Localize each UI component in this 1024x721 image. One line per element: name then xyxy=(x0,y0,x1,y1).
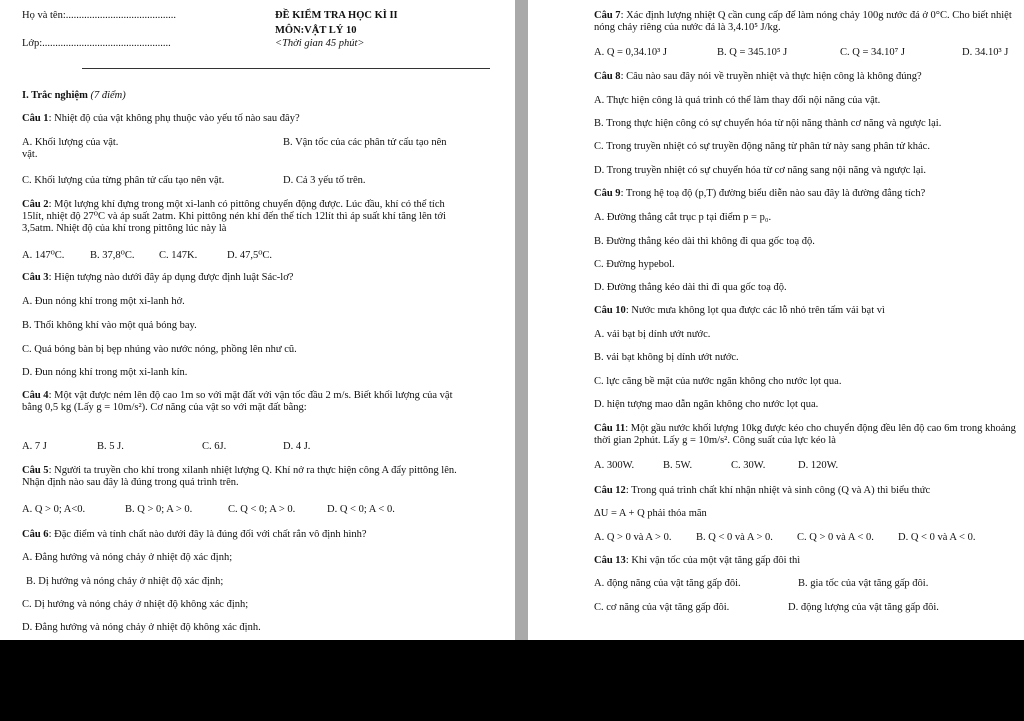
question-2: Câu 2: Một lượng khí đựng trong một xi-lanh có pittông chuyển động được. Lúc đầu, khí có thể tích 15lít, nhiệt độ 27⁰C và áp suất 2atm. Khi pittông nén khí đến thể tích 12lít thì áp suất khí tăng lên tới 3,5atm. Nhiệt độ của khí trong pittông lúc này là xyxy=(22,199,446,234)
question-12: Câu 12: Trong quá trình chất khí nhận nhiệt và sinh công (Q và A) thì biểu thức xyxy=(594,485,931,496)
question-3: Câu 3: Hiện tượng nào dưới đây áp dụng được định luật Sác-lơ? xyxy=(22,272,294,283)
q11-option-a: A. 300W. xyxy=(594,460,635,471)
header-divider xyxy=(82,68,490,69)
exam-title: ĐỀ KIỂM TRA HỌC KÌ II xyxy=(275,10,398,21)
q9-option-a: A. Đường thẳng cắt trục p tại điểm p = p₀. xyxy=(594,212,772,223)
q1-option-d: D. Cả 3 yếu tố trên. xyxy=(283,175,366,186)
q9-option-c: C. Đường hypebol. xyxy=(594,259,675,270)
q10-option-c: C. lực căng bề mặt của nước ngăn không cho nước lọt qua. xyxy=(594,376,842,387)
student-name-label: Họ và tên:.......................................... xyxy=(22,10,176,21)
exam-page-right xyxy=(528,0,1024,640)
q13-option-b: B. gia tốc của vật tăng gấp đôi. xyxy=(798,578,929,589)
q3-option-a: A. Đun nóng khí trong một xi-lanh hở. xyxy=(22,296,185,307)
question-10: Câu 10: Nước mưa không lọt qua được các lỗ nhỏ trên tấm vải bạt vì xyxy=(594,305,885,316)
q11-option-b: B. 5W. xyxy=(663,460,693,471)
q8-option-b: B. Trong thực hiện công có sự chuyển hóa từ nội năng thành cơ năng và ngược lại. xyxy=(594,118,942,129)
q4-option-d: D. 4 J. xyxy=(283,441,311,452)
q12-formula: ΔU = A + Q phải thỏa mãn xyxy=(594,508,707,519)
q11-option-d: D. 120W. xyxy=(798,460,839,471)
q7-option-b: B. Q = 345.10⁵ J xyxy=(717,47,788,58)
page-divider xyxy=(515,0,528,640)
subject-title: MÔN:VẬT LÝ 10 xyxy=(275,25,357,36)
q8-option-d: D. Trong truyền nhiệt có sự chuyển hóa từ cơ năng sang nội năng và ngược lại. xyxy=(594,165,927,176)
q8-option-c: C. Trong truyền nhiệt có sự truyền động năng từ phân tử này sang phân tử khác. xyxy=(594,141,930,152)
question-4: Câu 4: Một vật được ném lên độ cao 1m so với mặt đất với vận tốc đầu 2 m/s. Biết khối lượng của vật bằng 0,5 kg (Lấy g = 10m/s²). Cơ năng của vật so với mặt đất bằng: xyxy=(22,390,453,413)
q4-option-b: B. 5 J. xyxy=(97,441,124,452)
q5-option-d: D. Q < 0; A < 0. xyxy=(327,504,395,515)
q5-option-b: B. Q > 0; A > 0. xyxy=(125,504,193,515)
q12-option-c: C. Q > 0 và A < 0. xyxy=(797,532,874,543)
q10-option-b: B. vải bạt không bị dính ướt nước. xyxy=(594,352,739,363)
q1-option-b: B. Vận tốc của các phân tử cấu tạo nên vật. xyxy=(22,137,447,160)
q2-option-a: A. 147⁰C. xyxy=(22,250,65,261)
q6-option-b: B. Dị hướng và nóng chảy ở nhiệt độ xác định; xyxy=(26,576,224,587)
question-13: Câu 13: Khi vận tốc của một vật tăng gấp đôi thì xyxy=(594,555,801,566)
question-5: Câu 5: Người ta truyền cho khí trong xilanh nhiệt lượng Q. Khí nở ra thực hiện công A đẩy pittông lên. Nhận định nào sau đây là đúng trong quá trình trên. xyxy=(22,465,457,488)
q13-option-c: C. cơ năng của vật tăng gấp đôi. xyxy=(594,602,730,613)
q6-option-d: D. Đẳng hướng và nóng chảy ở nhiệt độ không xác định. xyxy=(22,622,261,633)
exam-page-left xyxy=(0,0,515,640)
q6-option-a: A. Đẳng hướng và nóng chảy ở nhiệt độ xác định; xyxy=(22,552,233,563)
q7-option-a: A. Q = 0,34.10³ J xyxy=(594,47,667,58)
q2-option-b: B. 37,8⁰C. xyxy=(90,250,135,261)
q10-option-d: D. hiện tượng mao dẫn ngăn không cho nước lọt qua. xyxy=(594,399,819,410)
q1-option-a: A. Khối lượng của vật. xyxy=(22,137,119,148)
q2-option-d: D. 47,5⁰C. xyxy=(227,250,273,261)
q3-option-c: C. Quả bóng bàn bị bẹp nhúng vào nước nóng, phồng lên như cũ. xyxy=(22,344,297,355)
q8-option-a: A. Thực hiện công là quá trình có thể làm thay đổi nội năng của vật. xyxy=(594,95,881,106)
q13-option-a: A. động năng của vật tăng gấp đôi. xyxy=(594,578,741,589)
q2-option-c: C. 147K. xyxy=(159,250,198,261)
q12-option-b: B. Q < 0 và A > 0. xyxy=(696,532,773,543)
q3-option-d: D. Đun nóng khí trong một xi-lanh kín. xyxy=(22,367,188,378)
q9-option-d: D. Đường thẳng kéo dài thì đi qua gốc toạ độ. xyxy=(594,282,787,293)
question-1: Câu 1: Nhiệt độ của vật không phụ thuộc vào yếu tố nào sau đây? xyxy=(22,113,300,124)
section-title: I. Trắc nghiệm (7 điểm) xyxy=(22,90,126,101)
q4-option-a: A. 7 J xyxy=(22,441,47,452)
q12-option-d: D. Q < 0 và A < 0. xyxy=(898,532,976,543)
question-6: Câu 6: Đặc điểm và tính chất nào dưới đây là đúng đối với chất rắn vô định hình? xyxy=(22,529,367,540)
q5-option-c: C. Q < 0; A > 0. xyxy=(228,504,296,515)
q5-option-a: A. Q > 0; A<0. xyxy=(22,504,86,515)
question-7: Câu 7: Xác định lượng nhiệt Q cần cung cấp để làm nóng chảy 100g nước đá ở 0°C. Cho biết nhiệt nóng chảy riêng của nước đá là 3,4.10⁵ J/kg. xyxy=(594,10,1012,33)
q13-option-d: D. động lượng của vật tăng gấp đôi. xyxy=(788,602,939,613)
exam-duration: <Thời gian 45 phút> xyxy=(275,38,365,49)
q11-option-c: C. 30W. xyxy=(731,460,766,471)
question-8: Câu 8: Câu nào sau đây nói về truyền nhiệt và thực hiện công là không đúng? xyxy=(594,71,922,82)
q6-option-c: C. Dị hướng và nóng chảy ở nhiệt độ không xác định; xyxy=(22,599,249,610)
q7-option-d: D. 34.10³ J xyxy=(962,47,1009,58)
q9-option-b: B. Đường thẳng kéo dài thì không đi qua gốc toạ độ. xyxy=(594,236,815,247)
q4-option-c: C. 6J. xyxy=(202,441,227,452)
q1-option-c: C. Khối lượng của từng phân tử cấu tạo nên vật. xyxy=(22,175,225,186)
q7-option-c: C. Q = 34.10⁷ J xyxy=(840,47,906,58)
question-11: Câu 11: Một gầu nước khối lượng 10kg được kéo cho chuyển động đều lên độ cao 6m trong khoảng thời gian 2phút. Lấy g = 10m/s². Công suất của lực kéo là xyxy=(594,423,1016,446)
q10-option-a: A. vải bạt bị dính ướt nước. xyxy=(594,329,711,340)
q12-option-a: A. Q > 0 và A > 0. xyxy=(594,532,672,543)
question-9: Câu 9: Trong hệ toạ độ (p,T) đường biểu diễn nào sau đây là đường đẳng tích? xyxy=(594,188,926,199)
class-label: Lớp:................................................. xyxy=(22,38,171,49)
q3-option-b: B. Thổi không khí vào một quả bóng bay. xyxy=(22,320,197,331)
